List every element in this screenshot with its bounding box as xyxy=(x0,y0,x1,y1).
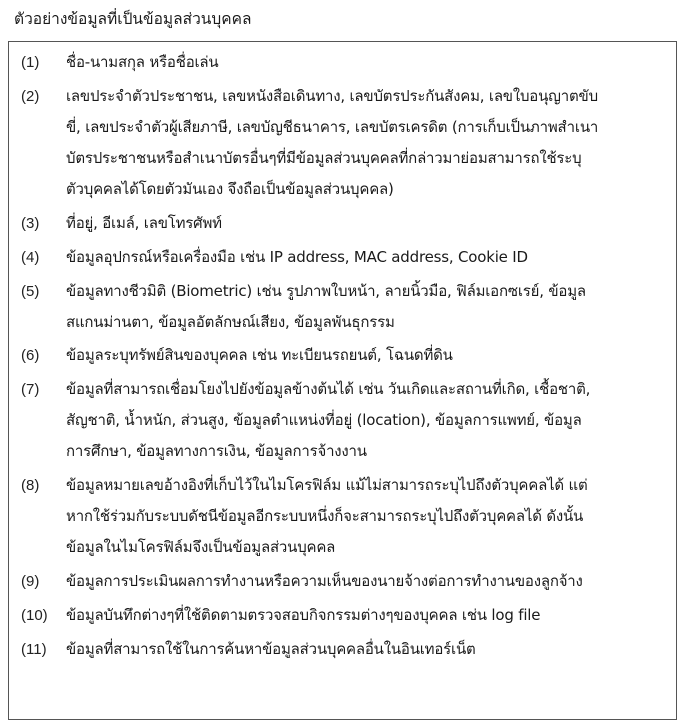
item-number: (7) xyxy=(21,381,40,399)
list-item-11 xyxy=(9,634,676,665)
item-text xyxy=(66,208,676,239)
item-line: สแกนม่านตา, ข้อมูลอัตลักษณ์เสียง, ข้อมูลพันธุกรรม xyxy=(66,312,395,331)
item-line: ตัวบุคคลได้โดยตัวมันเอง จึงถือเป็นข้อมูลส่วนบุคคล) xyxy=(66,179,394,198)
item-line: เลขประจำตัวประชาชน, เลขหนังสือเดินทาง, เลขบัตรประกันสังคม, เลขใบอนุญาตขับ xyxy=(66,86,598,105)
item-text xyxy=(66,470,676,563)
item-number: (11) xyxy=(21,640,47,658)
item-line: ขี่, เลขประจำตัวผู้เสียภาษี, เลขบัญชีธนาคาร, เลขบัตรเครดิต (การเก็บเป็นภาพสำเนา xyxy=(66,117,599,136)
item-number: (2) xyxy=(21,87,40,105)
document-title: ตัวอย่างข้อมูลที่เป็นข้อมูลส่วนบุคคล xyxy=(14,10,252,28)
item-line: ข้อมูลอุปกรณ์หรือเครื่องมือ เช่น IP address, MAC address, Cookie ID xyxy=(66,247,528,266)
item-line: ข้อมูลบันทึกต่างๆที่ใช้ติดตามตรวจสอบกิจกรรมต่างๆของบุคคล เช่น log file xyxy=(66,606,541,625)
list-item-10 xyxy=(9,600,676,631)
list-item-8 xyxy=(9,470,676,563)
item-number: (10) xyxy=(21,607,48,625)
item-text xyxy=(66,276,676,338)
item-text xyxy=(66,374,676,467)
item-line: ข้อมูลทางชีวมิติ (Biometric) เช่น รูปภาพใบหน้า, ลายนิ้วมือ, ฟิล์มเอกซเรย์, ข้อมูล xyxy=(66,281,586,300)
item-line: ข้อมูลระบุทรัพย์สินของบุคคล เช่น ทะเบียนรถยนต์, โฉนดที่ดิน xyxy=(66,346,453,365)
item-text xyxy=(66,566,676,597)
item-text xyxy=(66,242,676,273)
item-number: (1) xyxy=(21,54,40,71)
item-line: บัตรประชาชนหรือสำเนาบัตรอื่นๆที่มีข้อมูลส่วนบุคคลที่กล่าวมาย่อมสามารถใช้ระบุ xyxy=(66,148,582,167)
list-item-5 xyxy=(9,276,676,338)
list-item-7 xyxy=(9,374,676,467)
item-text xyxy=(66,47,676,78)
list-item-2 xyxy=(9,81,676,205)
item-text xyxy=(66,634,676,665)
item-line: สัญชาติ, น้ำหนัก, ส่วนสูง, ข้อมูลตำแหน่งที่อยู่ (location), ข้อมูลการแพทย์, ข้อมูล xyxy=(66,411,582,430)
item-line: หากใช้ร่วมกับระบบดัชนีข้อมูลอีกระบบหนึ่งก็จะสามารถระบุไปถึงตัวบุคคลได้ ดังนั้น xyxy=(66,507,584,526)
item-line: การศึกษา, ข้อมูลทางการเงิน, ข้อมูลการจ้างงาน xyxy=(66,442,367,461)
item-number: (9) xyxy=(21,573,40,591)
list-item-3 xyxy=(9,208,676,239)
list-item-1 xyxy=(9,47,676,78)
item-line: ข้อมูลที่สามารถใช้ในการค้นหาข้อมูลส่วนบุคคลอื่นในอินเทอร์เน็ต xyxy=(66,639,476,658)
item-line: ชื่อ-นามสกุล หรือชื่อเล่น xyxy=(66,53,219,71)
item-line: ข้อมูลการประเมินผลการทำงานหรือความเห็นของนายจ้างต่อการทำงานของลูกจ้าง xyxy=(66,572,583,591)
item-number: (6) xyxy=(21,347,40,365)
item-line: ข้อมูลหมายเลขอ้างอิงที่เก็บไว้ในไมโครฟิล์ม แม้ไม่สามารถระบุไปถึงตัวบุคคลได้ แต่ xyxy=(66,476,588,495)
item-line: ที่อยู่, อีเมล์, เลขโทรศัพท์ xyxy=(66,213,222,232)
item-text xyxy=(66,600,676,631)
item-number: (8) xyxy=(21,477,40,495)
item-number: (5) xyxy=(21,282,40,300)
list-item-4 xyxy=(9,242,676,273)
list-item-6 xyxy=(9,340,676,371)
item-line: ข้อมูลที่สามารถเชื่อมโยงไปยังข้อมูลข้างต้นได้ เช่น วันเกิดและสถานที่เกิด, เชื้อชาติ, xyxy=(66,380,591,399)
list-item-9 xyxy=(9,566,676,597)
item-text xyxy=(66,340,676,371)
item-line: ข้อมูลในไมโครฟิล์มจึงเป็นข้อมูลส่วนบุคคล xyxy=(66,538,336,557)
examples-box xyxy=(8,41,677,720)
item-number: (4) xyxy=(21,248,40,266)
item-text xyxy=(66,81,676,205)
item-number: (3) xyxy=(21,214,40,232)
